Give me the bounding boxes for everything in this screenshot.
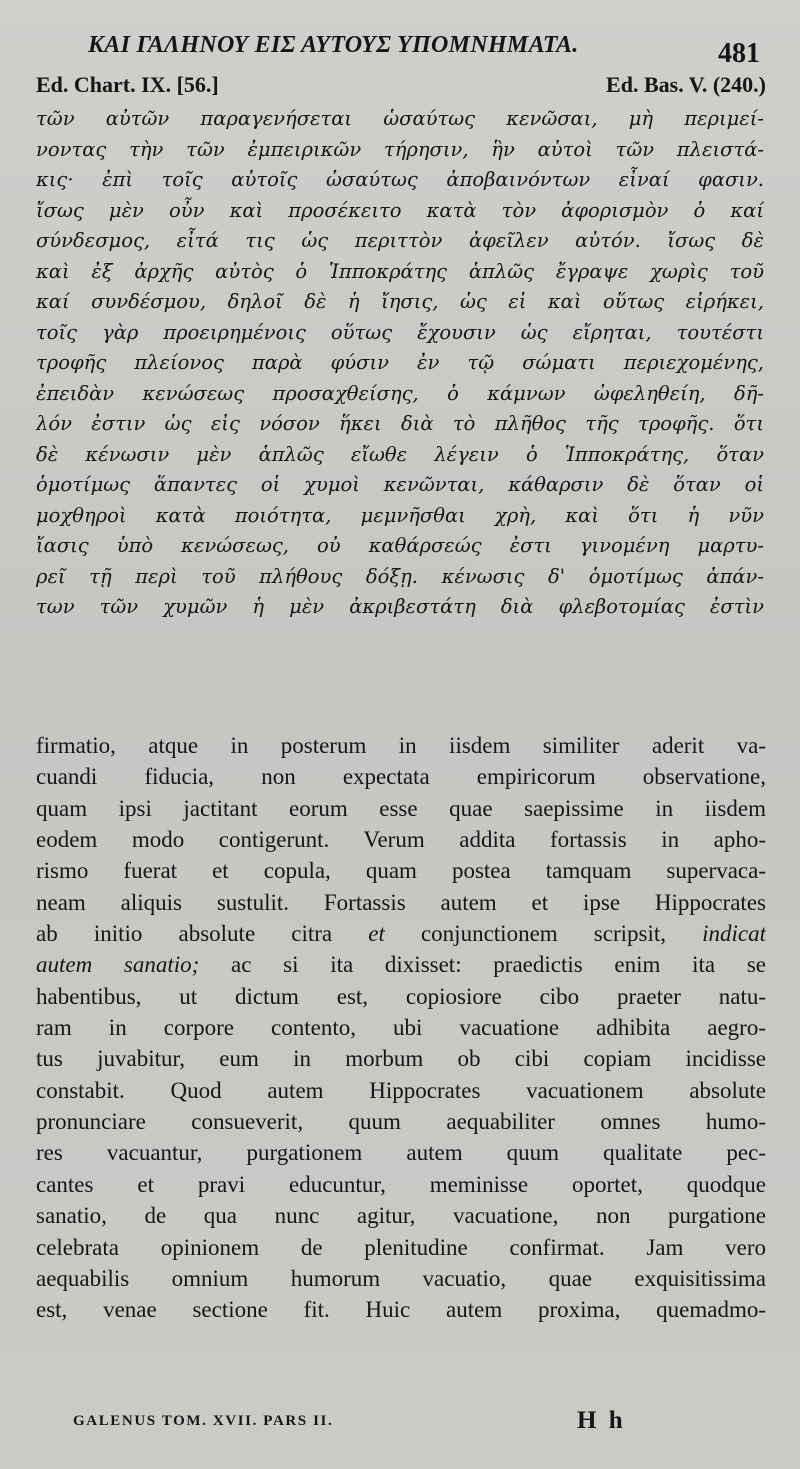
greek-line: ἐπειδὰν κενώσεως προσαχθείσης, ὁ κάμνων ὠφεληθείη, δῆ-: [36, 381, 764, 405]
latin-line: celebrata opinionem de plenitudine confirmat. Jam vero: [36, 1234, 766, 1260]
greek-line: ἴασις ὑπὸ κενώσεως, οὐ καθάρσεώς ἐστι γινομένη μαρτυ-: [36, 534, 764, 557]
latin-line: aequabilis omnium humorum vacuatio, quae exquisitissima: [36, 1265, 766, 1291]
greek-line: κις· ἐπὶ τοῖς αὐτοῖς ὡσαύτως ἀποβαινόντων εἶναί φασιν.: [36, 168, 764, 191]
latin-line: cantes et pravi educuntur, meminisse oportet, quodque: [36, 1171, 766, 1197]
edition-basel-reference: Ed. Bas. V. (240.): [606, 72, 766, 97]
latin-line: cuandi fiducia, non expectata empiricorum observatione,: [36, 764, 766, 790]
latin-line: sanatio, de qua nunc agitur, vacuatione, non purgatione: [36, 1203, 766, 1229]
greek-line: ὁμοτίμως ἅπαντες οἱ χυμοὶ κενῶνται, κάθαρσιν δὲ ὅταν οἱ: [36, 473, 764, 496]
greek-line: λόν ἐστιν ὡς εἰς νόσον ἥκει διὰ τὸ πλῆθος τῆς τροφῆς. ὅτι: [36, 412, 764, 435]
latin-line: est, venae sectione fit. Huic autem proxima, quemadmo-: [36, 1297, 766, 1323]
latin-line-with-italic-words: [36, 949, 766, 980]
greek-text-block: [36, 104, 764, 623]
italic-word: indicat: [702, 921, 766, 947]
running-title: ΚΑΙ ΓΑΛΗΝΟΥ ΕΙΣ ΑΥΤΟΥΣ ΥΠΟΜΝΗΜΑΤΑ.: [88, 32, 579, 58]
latin-line: res vacuantur, purgationem autem quum qualitate pec-: [36, 1140, 766, 1166]
greek-line: μοχθηροὶ κατὰ ποιότητα, μεμνῆσθαι χρὴ, καὶ ὅτι ἡ νῦν: [36, 503, 764, 527]
edition-chartier-reference: Ed. Chart. IX. [56.]: [36, 72, 219, 97]
greek-line: τῶν αὐτῶν παραγενήσεται ὡσαύτως κενῶσαι, μὴ περιμεί-: [36, 107, 764, 130]
printer-signature: GALENUS TOM. XVII. PARS II.: [73, 1413, 334, 1429]
greek-line: δὲ κένωσιν μὲν ἁπλῶς εἴωθε λέγειν ὁ Ἱπποκράτης, ὅταν: [36, 442, 764, 466]
latin-text-run: conjunctionem scripsit,: [384, 921, 703, 947]
latin-line: quam ipsi jactitant eorum esse quae saepissime in iisdem: [36, 795, 766, 821]
latin-line: tus juvabitur, eum in morbum ob cibi copiam incidisse: [36, 1046, 766, 1072]
latin-line: ram in corpore contento, ubi vacuatione adhibita aegro-: [36, 1015, 766, 1041]
latin-line: constabit. Quod autem Hippocrates vacuationem absolute: [36, 1077, 766, 1103]
greek-line: ἴσως μὲν οὖν καὶ προσέκειτο κατὰ τὸν ἀφορισμὸν ὁ καί: [36, 198, 764, 222]
greek-line: τοῖς γὰρ προειρημένοις οὕτως ἔχουσιν ὡς εἴρηται, τουτέστι: [36, 320, 764, 344]
latin-line: habentibus, ut dictum est, copiosiore cibo praeter natu-: [36, 983, 766, 1009]
greek-line: ρεῖ τῇ περὶ τοῦ πλήθους δόξῃ. κένωσις δ' ὁμοτίμως ἁπάν-: [36, 564, 764, 588]
greek-line: καί συνδέσμου, δηλοῖ δὲ ἡ ἴησις, ὡς εἰ καὶ οὕτως εἰρήκει,: [36, 290, 764, 313]
italic-word: et: [368, 921, 385, 947]
greek-line: σύνδεσμος, εἶτά τις ὡς περιττὸν ἀφεῖλεν αὐτόν. ἴσως δὲ: [36, 229, 764, 252]
latin-text-run: ab initio absolute citra: [36, 921, 369, 947]
latin-text-run: ac si ita dixisset: praedictis enim ita se: [199, 952, 766, 978]
italic-phrase: autem sanatio;: [36, 952, 200, 978]
latin-line: eodem modo contigerunt. Verum addita fortassis in apho-: [36, 827, 766, 853]
greek-line: τροφῆς πλείονος παρὰ φύσιν ἐν τῷ σώματι περιεχομένης,: [36, 351, 764, 374]
gathering-mark: H h: [577, 1407, 626, 1434]
edition-reference-line: [36, 72, 766, 102]
latin-line-with-italic-words: [36, 918, 766, 949]
greek-line: των τῶν χυμῶν ἡ μὲν ἀκριβεστάτη διὰ φλεβοτομίας ἐστὶν: [36, 595, 764, 618]
latin-line: firmatio, atque in posterum in iisdem similiter aderit va-: [36, 733, 766, 758]
running-head: [0, 24, 800, 72]
page-footer: [0, 1404, 800, 1444]
greek-line: καὶ ἐξ ἀρχῆς αὐτὸς ὁ Ἱπποκράτης ἁπλῶς ἔγραψε χωρὶς τοῦ: [36, 259, 764, 283]
latin-line: rismo fuerat et copula, quam postea tamquam supervaca-: [36, 858, 766, 884]
greek-line: νοντας τὴν τῶν ἐμπειρικῶν τήρησιν, ἣν αὐτοὶ τῶν πλειστά-: [36, 137, 764, 161]
latin-translation-block: [36, 730, 766, 1326]
latin-line: neam aliquis sustulit. Fortassis autem et ipse Hippocrates: [36, 889, 766, 915]
latin-line: pronunciare consueverit, quum aequabiliter omnes humo-: [36, 1109, 766, 1135]
page-number: 481: [718, 38, 760, 69]
